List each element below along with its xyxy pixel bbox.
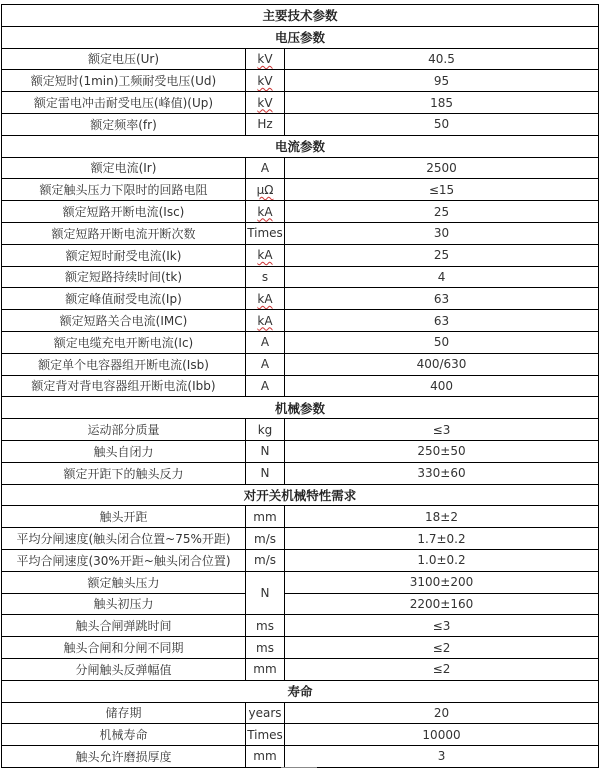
table-row: [2, 375, 599, 397]
table-row: [2, 615, 599, 637]
param-name: 额定开距下的触头反力: [2, 462, 246, 484]
param-value: 18±2: [285, 506, 599, 528]
param-unit: A: [246, 375, 285, 397]
table-row: [2, 113, 599, 135]
param-unit: mm: [246, 746, 285, 768]
param-name: 额定短时(1min)工频耐受电压(Ud): [2, 70, 246, 92]
param-value: 30: [285, 222, 599, 244]
param-name: 额定背对背电容器组开断电流(Ibb): [2, 375, 246, 397]
param-value: 2200±160: [285, 593, 599, 615]
table-row: [2, 440, 599, 462]
table-title: 主要技术参数: [2, 5, 599, 27]
param-unit: s: [246, 266, 285, 288]
table-row: [2, 746, 599, 768]
table-row: [2, 462, 599, 484]
section-heading-row: [2, 26, 599, 48]
param-name: 额定短路关合电流(IMC): [2, 310, 246, 332]
section-heading-row: [2, 484, 599, 506]
param-name: 额定电缆充电开断电流(Ic): [2, 331, 246, 353]
param-unit-text: kA: [257, 248, 273, 263]
param-value: 4: [285, 266, 599, 288]
param-name: 额定单个电容器组开断电流(Isb): [2, 353, 246, 375]
param-value: ≤3: [285, 419, 599, 441]
param-unit: kg: [246, 419, 285, 441]
param-unit-text: kV: [257, 95, 273, 110]
param-unit: [246, 288, 285, 310]
table-row: [2, 506, 599, 528]
param-name: 分闸触头反弹幅值: [2, 658, 246, 680]
param-name: 机械寿命: [2, 724, 246, 746]
param-name: 额定触头压力下限时的回路电阻: [2, 179, 246, 201]
table-row: [2, 266, 599, 288]
param-value: 63: [285, 310, 599, 332]
section-heading-row: [2, 397, 599, 419]
table-row: [2, 549, 599, 571]
table-row: [2, 724, 599, 746]
param-value: 2500: [285, 157, 599, 179]
param-unit: A: [246, 331, 285, 353]
param-unit: [246, 179, 285, 201]
param-unit: [246, 244, 285, 266]
param-value: 20: [285, 702, 599, 724]
param-name: 触头允许磨损厚度: [2, 746, 246, 768]
param-unit: N: [246, 440, 285, 462]
param-unit: mm: [246, 506, 285, 528]
param-value: 1.0±0.2: [285, 549, 599, 571]
table-row: [2, 222, 599, 244]
param-unit: [246, 92, 285, 114]
param-name: 平均合闸速度(30%开距~触头闭合位置): [2, 549, 246, 571]
section-heading-voltage: 电压参数: [2, 26, 599, 48]
param-unit: N: [246, 462, 285, 484]
param-unit: A: [246, 157, 285, 179]
param-value: 185: [285, 92, 599, 114]
param-value: ≤3: [285, 615, 599, 637]
param-value: 40.5: [285, 48, 599, 70]
param-name: 平均分闸速度(触头闭合位置~75%开距): [2, 528, 246, 550]
param-name: 触头初压力: [2, 593, 246, 615]
param-unit: m/s: [246, 528, 285, 550]
table-row: [2, 179, 599, 201]
param-name: 触头合闸和分闸不同期: [2, 637, 246, 659]
table-row: [2, 702, 599, 724]
table-title-row: [2, 5, 599, 27]
param-name: 触头合闸弹跳时间: [2, 615, 246, 637]
table-row: [2, 419, 599, 441]
param-value: 1.7±0.2: [285, 528, 599, 550]
param-name: 额定短时耐受电流(Ik): [2, 244, 246, 266]
param-unit: mm: [246, 658, 285, 680]
table-row: [2, 528, 599, 550]
param-value: 50: [285, 113, 599, 135]
param-unit-text: kA: [257, 204, 273, 219]
section-heading-row: [2, 680, 599, 702]
section-heading-row: [2, 135, 599, 157]
technical-parameters-table: [1, 4, 599, 768]
param-value: ≤2: [285, 658, 599, 680]
section-heading-switch-mechanics: 对开关机械特性需求: [2, 484, 599, 506]
param-value: 3: [285, 746, 599, 768]
param-name: 额定频率(fr): [2, 113, 246, 135]
param-value: 400/630: [285, 353, 599, 375]
param-value: 10000: [285, 724, 599, 746]
param-name: 触头自闭力: [2, 440, 246, 462]
param-name: 额定触头压力: [2, 571, 246, 593]
table-row: [2, 48, 599, 70]
param-unit-text: kV: [257, 51, 273, 66]
param-unit-text: μΩ: [256, 182, 274, 197]
param-value: 3100±200: [285, 571, 599, 593]
param-value: ≤2: [285, 637, 599, 659]
param-unit: m/s: [246, 549, 285, 571]
param-value: 25: [285, 244, 599, 266]
param-unit: Times: [246, 222, 285, 244]
param-name: 运动部分质量: [2, 419, 246, 441]
param-value: 400: [285, 375, 599, 397]
table-row: [2, 244, 599, 266]
param-value: 250±50: [285, 440, 599, 462]
param-name: 额定雷电冲击耐受电压(峰值)(Up): [2, 92, 246, 114]
table-row: [2, 658, 599, 680]
param-value: 63: [285, 288, 599, 310]
table-row: [2, 353, 599, 375]
section-heading-current: 电流参数: [2, 135, 599, 157]
table-row: [2, 92, 599, 114]
param-unit: A: [246, 353, 285, 375]
param-unit-text: kV: [257, 73, 273, 88]
param-value: 50: [285, 331, 599, 353]
param-name: 储存期: [2, 702, 246, 724]
param-name: 额定电流(Ir): [2, 157, 246, 179]
table-row: [2, 331, 599, 353]
param-unit-merged: N: [246, 571, 285, 615]
param-unit: ms: [246, 637, 285, 659]
param-name: 触头开距: [2, 506, 246, 528]
param-unit: ms: [246, 615, 285, 637]
param-unit: Times: [246, 724, 285, 746]
param-unit: [246, 48, 285, 70]
table-row: [2, 157, 599, 179]
param-value: 330±60: [285, 462, 599, 484]
param-name: 额定短路持续时间(tk): [2, 266, 246, 288]
param-value: 95: [285, 70, 599, 92]
table-row: [2, 201, 599, 223]
table-row: [2, 637, 599, 659]
table-row: [2, 288, 599, 310]
table-row: [2, 593, 599, 615]
bottom-divider-line: [281, 767, 317, 768]
param-name: 额定短路开断电流(Isc): [2, 201, 246, 223]
param-unit: [246, 201, 285, 223]
param-unit: years: [246, 702, 285, 724]
table-row: [2, 571, 599, 593]
table-row: [2, 310, 599, 332]
param-name: 额定电压(Ur): [2, 48, 246, 70]
param-name: 额定峰值耐受电流(Ip): [2, 288, 246, 310]
param-unit: Hz: [246, 113, 285, 135]
param-unit: [246, 70, 285, 92]
param-name: 额定短路开断电流开断次数: [2, 222, 246, 244]
param-value: ≤15: [285, 179, 599, 201]
table-row: [2, 70, 599, 92]
param-value: 25: [285, 201, 599, 223]
param-unit-text: kA: [257, 313, 273, 328]
section-heading-mechanical: 机械参数: [2, 397, 599, 419]
param-unit-text: kA: [257, 291, 273, 306]
param-unit: [246, 310, 285, 332]
section-heading-lifetime: 寿命: [2, 680, 599, 702]
